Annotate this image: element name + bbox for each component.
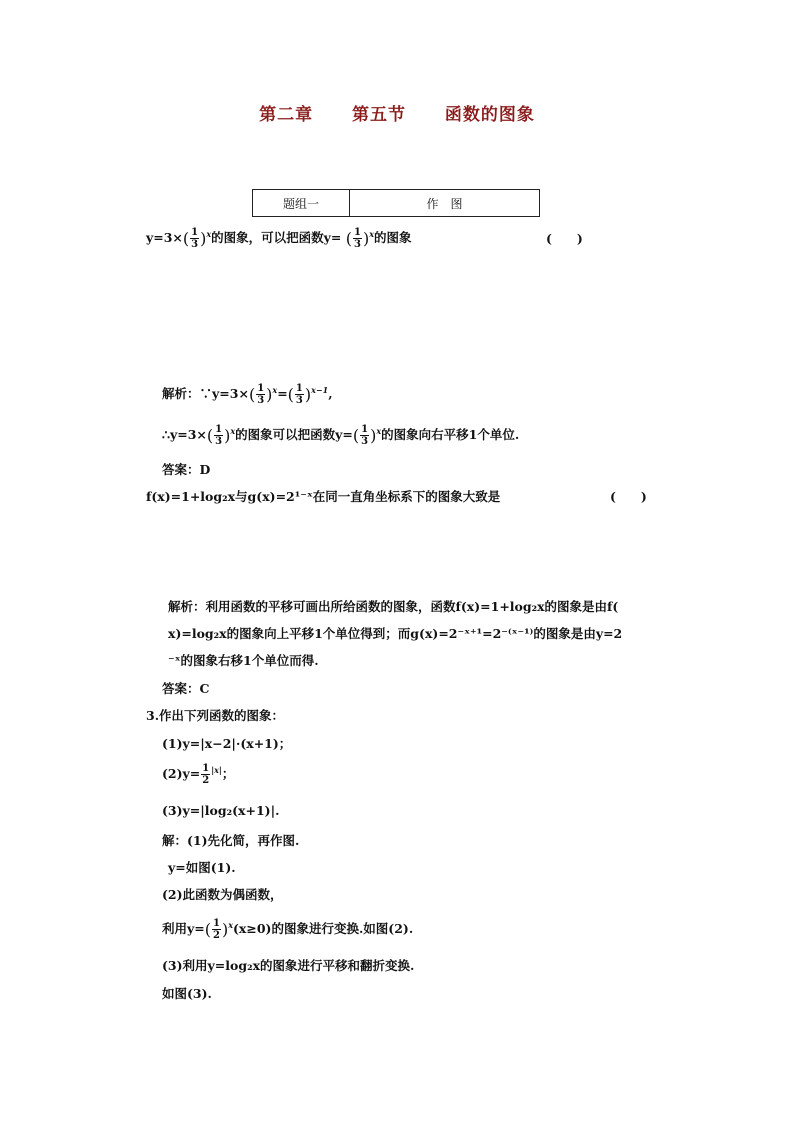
section-label: 第五节 [352,105,406,125]
topic-label: 函数的图象 [444,105,535,125]
q3-sol1: 解：(1)先化简，再作图. [162,833,300,848]
q3-sol3b: 如图(3). [162,986,212,1001]
group-cell: 题组一 [253,190,350,216]
group-table [252,189,540,217]
q3-item3: (3)y=|log₂(x+1)|. [162,803,280,818]
q2-analysis-line3: ⁻ˣ的图象右移1个单位而得. [168,653,319,668]
q3-item1: (1)y=|x−2|·(x+1)； [162,736,292,751]
chapter-label: 第二章 [259,105,314,125]
q3-sol3: (3)利用y=log₂x的图象进行平移和翻折变换. [162,958,415,973]
q1-stem-mid: 的图象，可以把函数y= [211,230,342,245]
q2-answer: 答案：C [162,681,210,696]
q2-stem: f(x)=1+log₂x与g(x)=2¹⁻ˣ在同一直角坐标系下的图象大致是 [146,489,501,504]
q3-sol2b: 利用y=( $\frac{1}{2}$ )$^x$(x≥0)的图象进行变换.如图(2). [162,918,414,941]
q3-item2: (2)y= $\frac{1}{2}$ $^{|x|}$； [162,763,235,786]
q1-analysis-line2: ∴y=3×( $\frac{1}{3}$ )$^x$的图象可以把函数y=( $\frac{1}{3}$ )$^x$的图象向右平移1个单位. [162,424,520,447]
q3-stem: 3.作出下列函数的图象： [146,708,285,723]
q1-answer: 答案：D [162,462,211,477]
q1-stem-pre: y=3× [146,230,183,245]
q1-stem-post: 的图象 [374,230,412,245]
fraction: $\frac{1}{3}$ [191,227,199,250]
q3-sol2: (2)此函数为偶函数， [162,887,283,902]
page-title [0,100,794,125]
group-title-cell: 作 图 [426,196,463,211]
q2-bracket: ( ) [610,489,647,504]
q1-stem: y=3×( $\frac{1}{3}$ )$^x$的图象，可以把函数y= ( $\frac{1}{3}$ )$^x$的图象 [146,227,412,250]
q1-analysis-line1: 解析：∵y=3×( $\frac{1}{3}$ )$^x$=( $\frac{1}{3}$ )$^{x-1}$, [162,383,333,406]
q2-analysis-line1: 解析：利用函数的平移可画出所给函数的图象，函数f(x)=1+log₂x的图象是由f( [168,599,619,614]
q2-analysis-line2: x)=log₂x的图象向上平移1个单位得到；而g(x)=2⁻ˣ⁺¹=2⁻⁽ˣ⁻¹⁾的图象是由y=2 [168,626,623,641]
q1-bracket: ( ) [546,231,583,246]
q3-sol1b: y=如图(1). [168,860,236,875]
